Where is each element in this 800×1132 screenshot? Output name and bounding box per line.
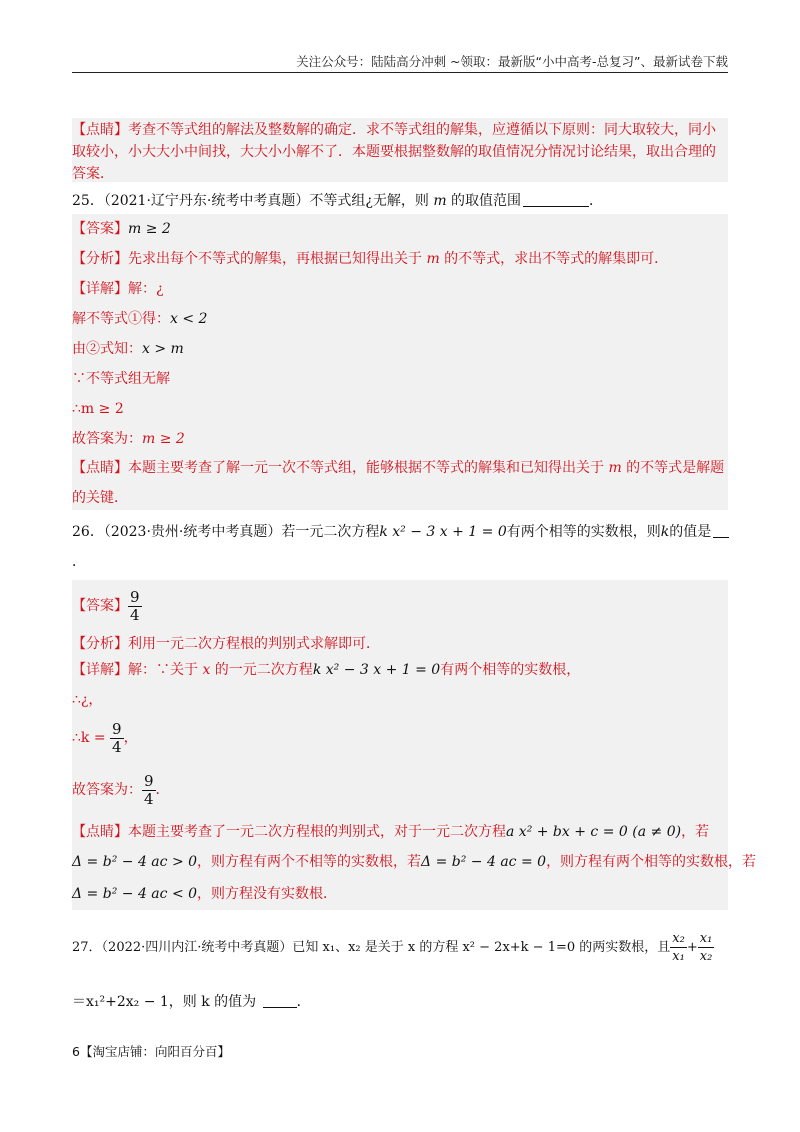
prev-point-line-3: 答案． [72,166,114,182]
q26-step-3 [72,770,728,810]
q26-point-line-2-a: ，则方程有两个不相等的实数根，若 [197,854,422,870]
q25-step-3: ∵不等式组无解 [72,371,170,387]
q26-point-b: ，若 [681,824,710,840]
q26-detail-a: 解：∵关于 [128,662,203,678]
q27-fraction-2 [698,930,715,965]
q26-stem-suffix: 的值是 [669,524,712,540]
q26-stem-mid: 有两个相等的实数根，则 [506,524,661,540]
q26-answer-fraction [128,589,142,624]
q25-answer-line [72,219,728,239]
q27-frac1-den: x₁ [672,949,685,964]
q27-answer-blank [263,993,297,1008]
q25-step-1-math: x < 2 [170,311,208,327]
q26-step-3-fraction [142,773,156,808]
q26-answer-line [72,586,728,626]
q26-point-eq-1: Δ = b² − 4 ac > 0 [72,854,198,870]
q26-point-a: 本题主要考查了一元二次方程根的判别式，对于一元二次方程 [128,824,506,840]
q25-analysis-line [72,249,728,269]
q26-stem-eq: k x² − 3 x + 1 = 0 [379,524,507,540]
q26-point-eq: a x² + bx + c = 0 (a ≠ 0) [506,824,682,840]
q25-analysis-tag: 【分析】 [72,251,128,267]
q25-step-5 [72,429,728,449]
q27-line-2-end: ． [296,994,311,1010]
q26-point-line-1 [72,822,728,842]
q25-point-tag: 【点睛】 [72,460,128,476]
q26-answer-den: 4 [130,605,140,624]
q26-point-eq-3: Δ = b² − 4 ac < 0 [72,886,198,902]
q27-stem-a: 27．（2022·四川内江·统考中考真题）已知 x₁、x₂ 是关于 x 的方程 x² − 2x+k − 1=0 的两实数根，且 [72,940,671,955]
page-footer: 6【淘宝店铺：向阳百分百】 [72,1044,230,1059]
prev-point-line-2: 取较小，小大大小中间找，大大小小解不了．本题要根据整数解的取值情况分情况讨论结果，取出合理的 [72,144,716,160]
q26-answer-num: 9 [130,587,140,606]
q27-fraction-1 [670,930,687,965]
q26-step-2-num: 9 [112,719,122,738]
q25-answer-blank [523,192,589,207]
q25-var-m: m [433,193,447,209]
q26-point-line-2 [72,852,757,872]
q25-analysis-b: 的不等式，求出不等式的解集即可． [439,251,669,267]
q26-step-2-den: 4 [112,737,122,756]
q26-stem-end: ． [72,554,86,570]
q26-detail-b: 的一元二次方程 [210,662,313,678]
q26-step-3-num: 9 [144,771,154,790]
q25-point-b: 的不等式是解题 [621,460,725,476]
q25-step-1 [72,309,728,329]
q27-stem [72,928,728,968]
q26-detail-c: 有两个相等的实数根， [440,662,581,678]
q25-analysis-a: 先求出每个不等式的解集，再根据已知得出关于 [128,251,427,267]
q27-plus: + [686,940,698,955]
prev-point-text-1: 考查不等式组的解法及整数解的确定．求不等式组的解集，应遵循以下原则：同大取较大，同小 [128,122,716,138]
q25-answer-tag: 【答案】 [72,221,128,237]
q26-point-line-2-b: ，则方程有两个相等的实数根，若 [546,854,757,870]
q25-stem-glyph: ¿ [365,193,373,209]
q25-step-2-text: 由②式知： [72,341,142,357]
q26-answer-blank [713,523,729,538]
q27-line-2-text: ＝x₁²+2x₂ − 1，则 k 的值为 [72,994,257,1010]
q25-point-line-2: 的关键． [72,490,128,506]
q26-point-line-3 [72,884,728,904]
q26-detail-x: x [202,662,211,678]
q26-stem-prefix: 26．（2023·贵州·统考中考真题）若一元二次方程 [72,524,380,540]
q26-detail-tag: 【详解】 [72,662,128,678]
q26-point-eq-2: Δ = b² − 4 ac = 0 [421,854,547,870]
q26-step-3-den: 4 [144,789,154,808]
q26-step-3-suffix: ． [155,782,170,798]
q27-frac2-num: x₁ [699,931,713,946]
q25-stem-end: ． [589,193,604,209]
q26-step-2-prefix: ∴k = [72,730,111,746]
q26-step-2 [72,718,728,758]
q26-detail-eq: k x² − 3 x + 1 = 0 [312,662,441,678]
q25-step-1-text: 解不等式①得： [72,311,170,327]
q26-step-2-fraction [110,721,124,756]
q26-step-2-suffix: ， [123,730,138,746]
prev-point-tag: 【点睛】 [72,122,128,138]
q25-point-m: m [608,460,622,476]
q26-analysis-line [72,634,728,654]
q25-step-5-text: 故答案为： [72,431,142,447]
q27-frac2-den: x₂ [699,949,713,964]
q26-step-1: ∴¿， [72,692,103,708]
q26-analysis: 利用一元二次方程根的判别式求解即可． [128,636,380,652]
page-header: 关注公众号：陆陆高分冲刺 ~领取：最新版“小中高考-总复习”、最新试卷下载 [296,54,728,69]
q25-stem-prefix: 25．（2021·辽宁丹东·统考中考真题）不等式组 [72,193,366,209]
q25-step-2-math: x > m [142,341,184,357]
q26-stem [72,522,728,542]
q26-point-tag: 【点睛】 [72,824,128,840]
q26-point-line-3-a: ，则方程没有实数根． [197,886,338,902]
q25-detail-a: 解： [128,281,156,297]
q25-detail-glyph: ¿ [156,281,164,297]
q25-point-line-1 [72,458,728,478]
q25-step-2 [72,339,728,359]
q26-detail-line [72,660,728,680]
q25-stem-suffix-b: 的取值范围 [446,193,522,209]
q25-point-a: 本题主要考查了解一元一次不等式组，能够根据不等式的解集和已知得出关于 [128,460,609,476]
q26-analysis-tag: 【分析】 [72,636,128,652]
q26-answer-tag: 【答案】 [72,598,128,614]
q26-stem-k: k [660,524,670,540]
q25-step-4: ∴m ≥ 2 [72,401,124,417]
header-rule [72,72,728,73]
q25-detail-line [72,279,728,299]
q25-analysis-m: m [426,251,440,267]
q25-detail-tag: 【详解】 [72,281,128,297]
q25-answer: m ≥ 2 [128,221,171,237]
q25-stem [72,191,728,211]
q25-stem-suffix-a: 无解，则 [372,193,434,209]
q27-frac1-num: x₂ [672,931,685,946]
q25-step-5-math: m ≥ 2 [142,431,185,447]
q27-line-2 [72,992,728,1012]
prev-point-line-1 [72,120,728,140]
q26-step-3-text: 故答案为： [72,782,142,798]
